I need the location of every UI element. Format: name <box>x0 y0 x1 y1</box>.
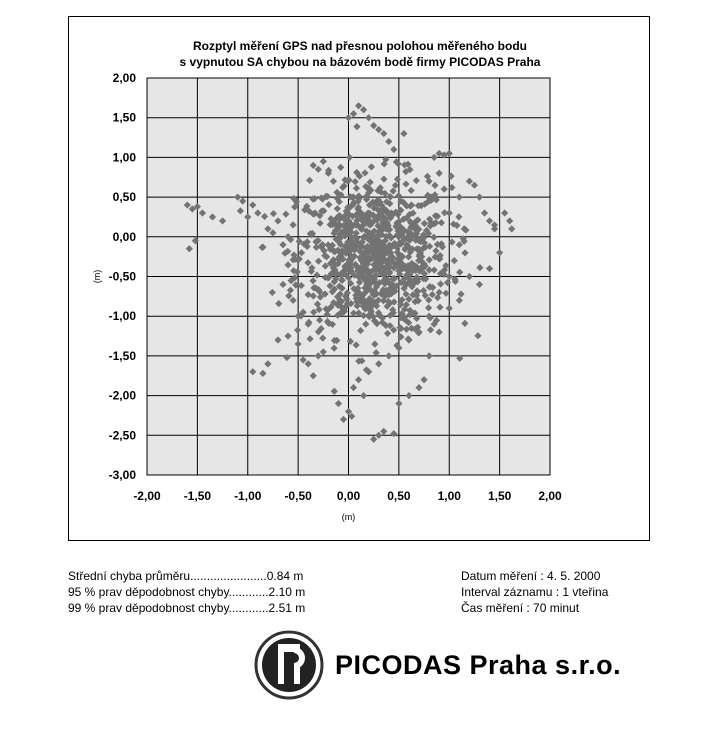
x-tick-label: -2,00 <box>133 489 161 503</box>
y-tick-label: 0,00 <box>112 229 136 244</box>
x-tick-label: -1,50 <box>183 489 212 503</box>
y-tick-label: -1,00 <box>108 309 136 324</box>
x-tick-label: 1,50 <box>487 489 512 503</box>
y-tick-label: -2,50 <box>108 428 136 443</box>
y-axis-label: (m) <box>92 269 102 284</box>
y-tick-label: 0,50 <box>112 190 136 205</box>
y-tick-label: -3,00 <box>108 468 136 482</box>
y-tick-label: 1,50 <box>112 110 136 125</box>
chart-frame <box>68 16 650 541</box>
x-tick-label: 2,00 <box>538 489 562 503</box>
stat-99-error: 99 % prav děpodobnost chyby............2.51 m <box>68 601 306 615</box>
y-tick-label: 1,00 <box>112 150 136 165</box>
y-tick-label: -1,50 <box>108 348 136 363</box>
stat-95-error: 95 % prav děpodobnost chyby............2.10 m <box>68 585 306 599</box>
company-name: PICODAS Praha s.r.o. <box>335 650 622 680</box>
x-tick-label: 0,00 <box>336 489 361 503</box>
x-tick-label: -1,00 <box>234 489 262 503</box>
picodas-logo-icon <box>254 630 324 700</box>
meta-interval: Interval záznamu : 1 vteřina <box>461 585 609 599</box>
x-axis-label: (m) <box>341 512 356 522</box>
y-tick-label: -0,50 <box>108 269 136 284</box>
meta-duration: Čas měření : 70 minut <box>461 601 580 615</box>
scatter-plot <box>69 17 651 542</box>
x-tick-label: 1,00 <box>437 489 461 503</box>
y-tick-label: -2,00 <box>108 388 136 403</box>
chart-title-line2: s vypnutou SA chybou na bázovém bodě firmy PICODAS Praha <box>179 55 541 69</box>
stat-mean-error: Střední chyba průměru.......................0.84 m <box>68 569 304 583</box>
y-tick-label: 2,00 <box>112 71 136 85</box>
chart-title-line1: Rozptyl měření GPS nad přesnou polohou měřeného bodu <box>192 39 528 53</box>
x-tick-label: -0,50 <box>284 489 312 503</box>
meta-date: Datum měření : 4. 5. 2000 <box>461 569 601 583</box>
x-tick-label: 0,50 <box>387 489 411 503</box>
